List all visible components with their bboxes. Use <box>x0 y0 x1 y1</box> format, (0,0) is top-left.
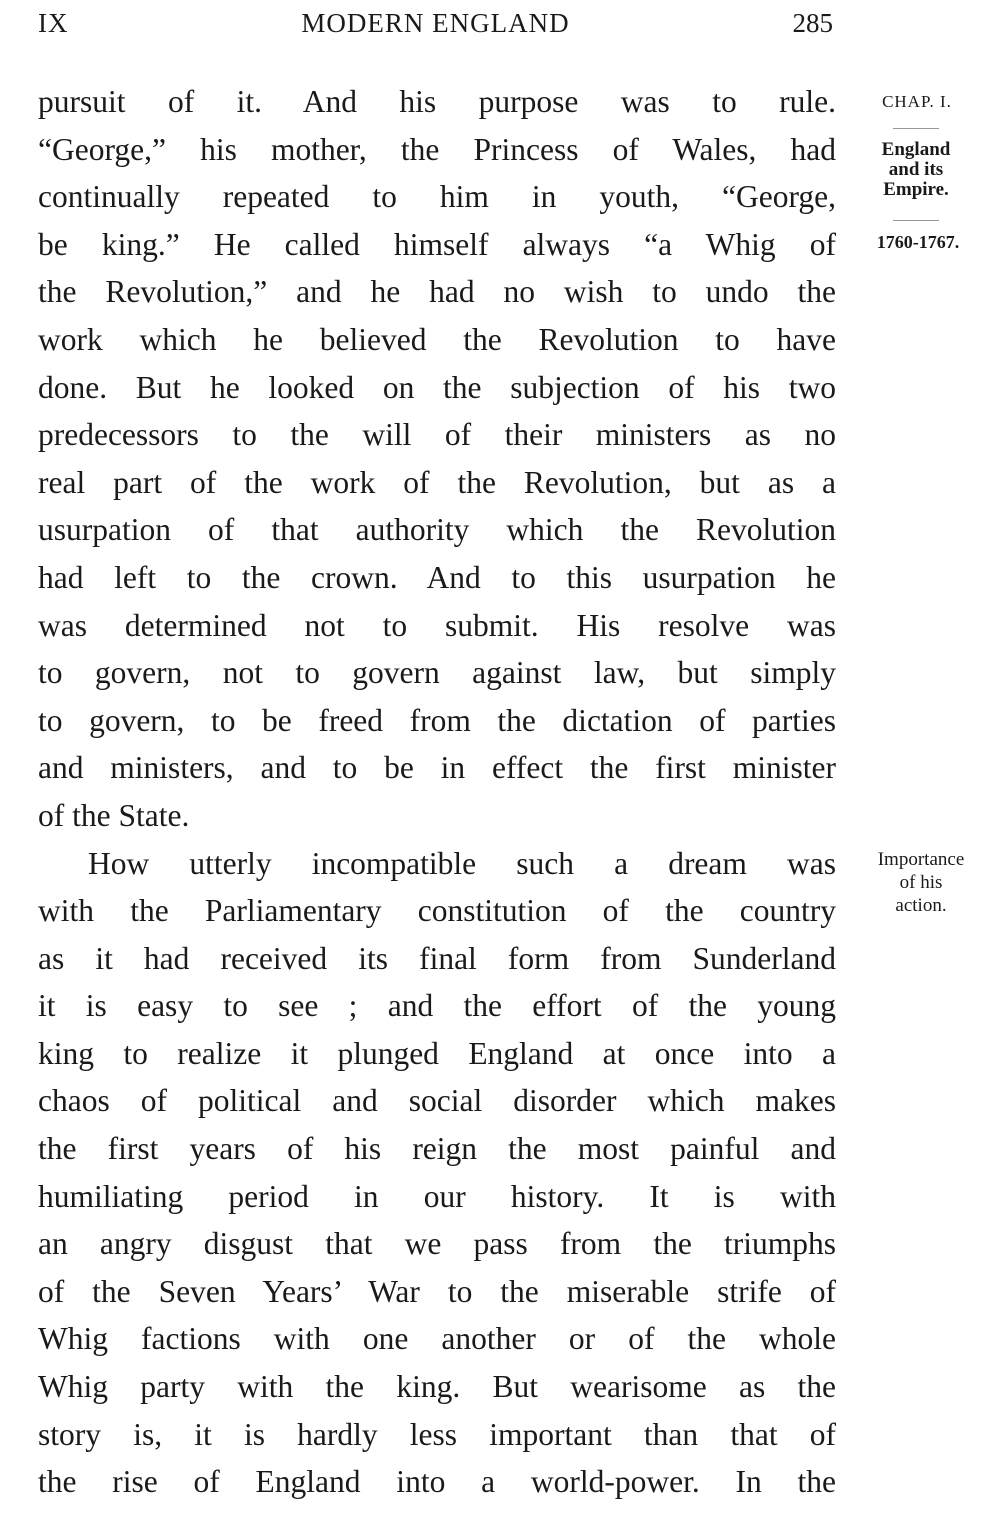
page-number: 285 <box>792 8 833 38</box>
text-line: the Revolution,” and he had no wish to undo the <box>38 274 836 310</box>
text-line: to govern, to be freed from the dictation of parties <box>38 702 836 738</box>
text-line: real part of the work of the Revolution, but as a <box>38 464 836 500</box>
text-line: and ministers, and to be in effect the first minister <box>38 750 836 786</box>
sidenote-dates: 1760-1767. <box>876 232 960 252</box>
text-line: continually repeated to him in youth, “George, <box>38 179 836 215</box>
sidenote-importance-line: Importance <box>877 849 965 870</box>
text-line: pursuit of it. And his purpose was to rule. <box>38 84 836 119</box>
text-line: with the Parliamentary constitution of the country <box>38 893 836 929</box>
body-text <box>38 78 836 1506</box>
sidenote-importance <box>855 848 987 917</box>
text-line: be king.” He called himself always “a Whig of <box>38 226 836 262</box>
text-line: How utterly incompatible such a dream was <box>88 845 836 881</box>
sidenote-topic-line: and its <box>888 159 944 180</box>
text-line: to govern, not to govern against law, but simply <box>38 655 836 691</box>
text-line: Whig factions with one another or of the whole <box>38 1321 836 1357</box>
chapter-numeral: IX <box>38 8 69 38</box>
sidenote-topic <box>858 140 974 200</box>
paragraph-1 <box>38 78 836 840</box>
sidenote-topic-line: England <box>881 139 951 160</box>
text-line: of the State. <box>38 797 190 833</box>
sidenote-importance-line: of his <box>899 872 943 893</box>
text-line: of the Seven Years’ War to the miserable strife of <box>38 1273 836 1309</box>
paragraph-2 <box>38 840 836 1506</box>
text-line: done. But he looked on the subjection of his two <box>38 369 836 405</box>
text-line: as it had received its final form from Sunderland <box>38 940 836 976</box>
text-line: predecessors to the will of their ministers as no <box>38 417 836 453</box>
sidenote-divider <box>893 220 939 221</box>
text-line: humiliating period in our history. It is with <box>38 1178 836 1214</box>
text-line: the first years of his reign the most painful and <box>38 1131 836 1167</box>
sidenote-divider <box>893 128 939 129</box>
sidenote-chapter-ref: CHAP. I. <box>882 92 952 111</box>
text-line: “George,” his mother, the Princess of Wales, had <box>38 131 836 167</box>
sidenote-importance-line: action. <box>895 895 947 916</box>
text-line: the rise of England into a world-power. In the <box>38 1464 836 1500</box>
text-line: was determined not to submit. His resolve was <box>38 607 836 643</box>
text-line: had left to the crown. And to this usurpation he <box>38 559 836 595</box>
book-title: MODERN ENGLAND <box>301 8 570 38</box>
sidenote-topic-line: Empire. <box>883 179 949 200</box>
text-line: chaos of political and social disorder which makes <box>38 1083 836 1119</box>
text-line: Whig party with the king. But wearisome as the <box>38 1369 836 1405</box>
text-line: king to realize it plunged England at once into a <box>38 1035 836 1071</box>
text-line: story is, it is hardly less important than that of <box>38 1416 836 1452</box>
text-line: work which he believed the Revolution to have <box>38 321 836 357</box>
text-line: an angry disgust that we pass from the triumphs <box>38 1226 836 1262</box>
text-line: usurpation of that authority which the Revolution <box>38 512 836 548</box>
running-head <box>38 8 833 44</box>
text-line: it is easy to see ; and the effort of the young <box>38 988 836 1024</box>
